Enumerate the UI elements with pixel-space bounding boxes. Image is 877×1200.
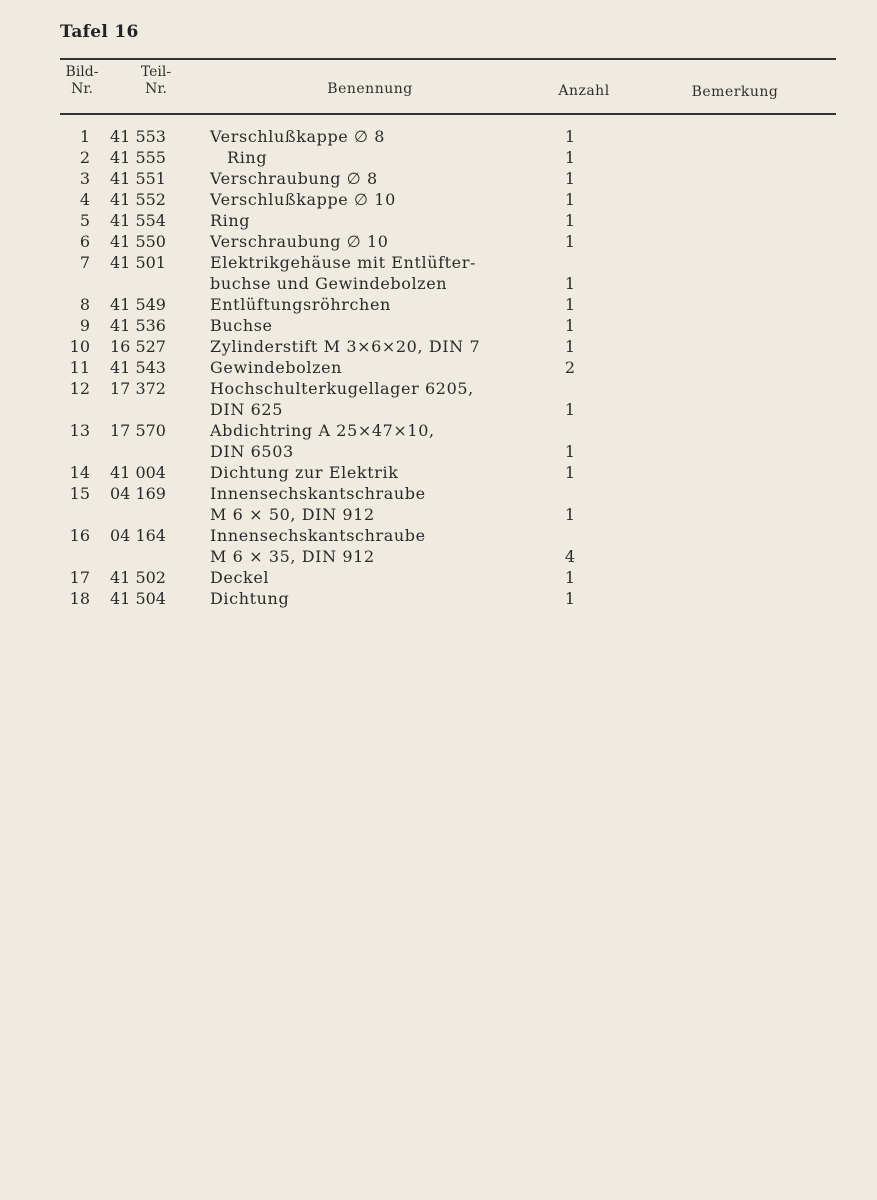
teil-nr-cell: 41 552	[110, 190, 166, 209]
bild-nr-cell: 2	[79, 148, 90, 167]
benennung-line: Innensechskantschraube	[210, 484, 426, 503]
teil-nr-cell: 41 554	[110, 211, 166, 230]
benennung-cell	[210, 462, 550, 483]
benennung-line-continued: M 6 × 50, DIN 912	[210, 505, 375, 524]
teil-nr-cell: 04 164	[110, 526, 166, 545]
bild-nr-cell: 5	[79, 211, 90, 230]
benennung-line-continued: DIN 625	[210, 400, 283, 419]
benennung-cell	[210, 252, 550, 294]
anzahl-cell: 1	[564, 337, 576, 356]
table-row	[0, 231, 877, 252]
benennung-line: Elektrikgehäuse mit Entlüfter-	[210, 253, 476, 272]
anzahl-cell: 1	[564, 589, 576, 608]
benennung-cell	[210, 420, 550, 462]
benennung-cell	[210, 315, 550, 336]
anzahl-cell: 1	[564, 505, 576, 524]
benennung-line: Entlüftungsröhrchen	[210, 295, 391, 314]
benennung-cell	[210, 126, 550, 147]
header-teil-line1: Teil-	[140, 64, 172, 80]
header-bild-line1: Bild-	[65, 64, 99, 80]
benennung-line: Verschlußkappe ∅ 8	[210, 127, 386, 146]
bild-nr-cell: 1	[79, 127, 90, 146]
anzahl-cell: 1	[564, 442, 576, 461]
benennung-line: Verschraubung ∅ 8	[210, 169, 378, 188]
table-row	[0, 294, 877, 315]
anzahl-cell: 2	[564, 358, 576, 377]
table-row	[0, 189, 877, 210]
table-row	[0, 168, 877, 189]
teil-nr-cell: 04 169	[110, 484, 166, 503]
teil-nr-cell: 41 501	[110, 253, 166, 272]
teil-nr-cell: 41 504	[110, 589, 166, 608]
benennung-cell	[210, 231, 550, 252]
anzahl-cell: 1	[564, 274, 576, 293]
bild-nr-cell: 6	[79, 232, 90, 251]
benennung-line: Innensechskantschraube	[210, 526, 426, 545]
header-bottom-rule	[60, 113, 836, 115]
benennung-cell	[210, 567, 550, 588]
benennung-line: Ring	[210, 211, 251, 230]
bild-nr-cell: 13	[69, 421, 90, 440]
benennung-line: Gewindebolzen	[210, 358, 343, 377]
anzahl-cell: 1	[564, 190, 576, 209]
table-row	[0, 336, 877, 357]
benennung-line: Verschlußkappe ∅ 10	[210, 190, 396, 209]
anzahl-cell: 1	[564, 232, 576, 251]
teil-nr-cell: 41 536	[110, 316, 166, 335]
page-title: Tafel 16	[60, 22, 139, 42]
benennung-line: Deckel	[210, 568, 270, 587]
anzahl-cell: 1	[564, 148, 576, 167]
header-bild-nr	[58, 64, 106, 98]
benennung-line-continued: M 6 × 35, DIN 912	[210, 547, 375, 566]
table-row	[0, 357, 877, 378]
anzahl-cell: 1	[564, 211, 576, 230]
bild-nr-cell: 3	[79, 169, 90, 188]
header-teil-line2: Nr.	[145, 81, 167, 97]
teil-nr-cell: 41 549	[110, 295, 166, 314]
benennung-cell	[210, 588, 550, 609]
bild-nr-cell: 8	[79, 295, 90, 314]
benennung-cell	[210, 189, 550, 210]
benennung-cell	[210, 378, 550, 420]
teil-nr-cell: 41 550	[110, 232, 166, 251]
table-row	[0, 252, 877, 294]
benennung-cell	[210, 525, 550, 567]
benennung-line: Hochschulterkugellager 6205,	[210, 379, 474, 398]
teil-nr-cell: 16 527	[110, 337, 166, 356]
benennung-line: Verschraubung ∅ 10	[210, 232, 389, 251]
benennung-line: Dichtung zur Elektrik	[210, 463, 399, 482]
benennung-cell	[210, 147, 550, 168]
table-row	[0, 126, 877, 147]
anzahl-cell: 1	[564, 568, 576, 587]
table-row	[0, 420, 877, 462]
header-bild-line2: Nr.	[71, 81, 93, 97]
bild-nr-cell: 18	[69, 589, 90, 608]
header-teil-nr	[132, 64, 180, 98]
anzahl-cell: 4	[564, 547, 576, 566]
benennung-cell	[210, 210, 550, 231]
bild-nr-cell: 17	[69, 568, 90, 587]
teil-nr-cell: 41 004	[110, 463, 166, 482]
table-row	[0, 147, 877, 168]
anzahl-cell: 1	[564, 316, 576, 335]
table-row	[0, 588, 877, 609]
teil-nr-cell: 17 570	[110, 421, 166, 440]
benennung-cell	[210, 168, 550, 189]
benennung-line: Ring	[210, 148, 268, 167]
benennung-line: Abdichtring A 25×47×10,	[210, 421, 435, 440]
benennung-cell	[210, 336, 550, 357]
header-top-rule	[60, 58, 836, 60]
benennung-cell	[210, 483, 550, 525]
bild-nr-cell: 7	[79, 253, 90, 272]
anzahl-cell: 1	[564, 127, 576, 146]
bild-nr-cell: 4	[79, 190, 90, 209]
anzahl-cell: 1	[564, 400, 576, 419]
bild-nr-cell: 15	[69, 484, 90, 503]
table-row	[0, 525, 877, 567]
table-row	[0, 483, 877, 525]
table-row	[0, 462, 877, 483]
bild-nr-cell: 12	[69, 379, 90, 398]
teil-nr-cell: 41 551	[110, 169, 166, 188]
table-row	[0, 378, 877, 420]
header-anzahl: Anzahl	[558, 83, 610, 99]
table-row	[0, 210, 877, 231]
benennung-line: Dichtung	[210, 589, 290, 608]
teil-nr-cell: 41 543	[110, 358, 166, 377]
anzahl-cell: 1	[564, 169, 576, 188]
benennung-line: Buchse	[210, 316, 273, 335]
teil-nr-cell: 41 555	[110, 148, 166, 167]
teil-nr-cell: 41 553	[110, 127, 166, 146]
benennung-line-continued: DIN 6503	[210, 442, 294, 461]
benennung-line: Zylinderstift M 3×6×20, DIN 7	[210, 337, 481, 356]
bild-nr-cell: 16	[69, 526, 90, 545]
table-row	[0, 567, 877, 588]
benennung-cell	[210, 294, 550, 315]
bild-nr-cell: 9	[79, 316, 90, 335]
bild-nr-cell: 14	[69, 463, 90, 482]
table-row	[0, 315, 877, 336]
anzahl-cell: 1	[564, 463, 576, 482]
header-bemerkung: Bemerkung	[691, 84, 779, 100]
benennung-cell	[210, 357, 550, 378]
teil-nr-cell: 17 372	[110, 379, 166, 398]
benennung-line-continued: buchse und Gewindebolzen	[210, 274, 448, 293]
anzahl-cell: 1	[564, 295, 576, 314]
bild-nr-cell: 10	[69, 337, 90, 356]
parts-table	[0, 126, 877, 609]
header-benennung: Benennung	[327, 81, 413, 97]
teil-nr-cell: 41 502	[110, 568, 166, 587]
bild-nr-cell: 11	[69, 358, 90, 377]
